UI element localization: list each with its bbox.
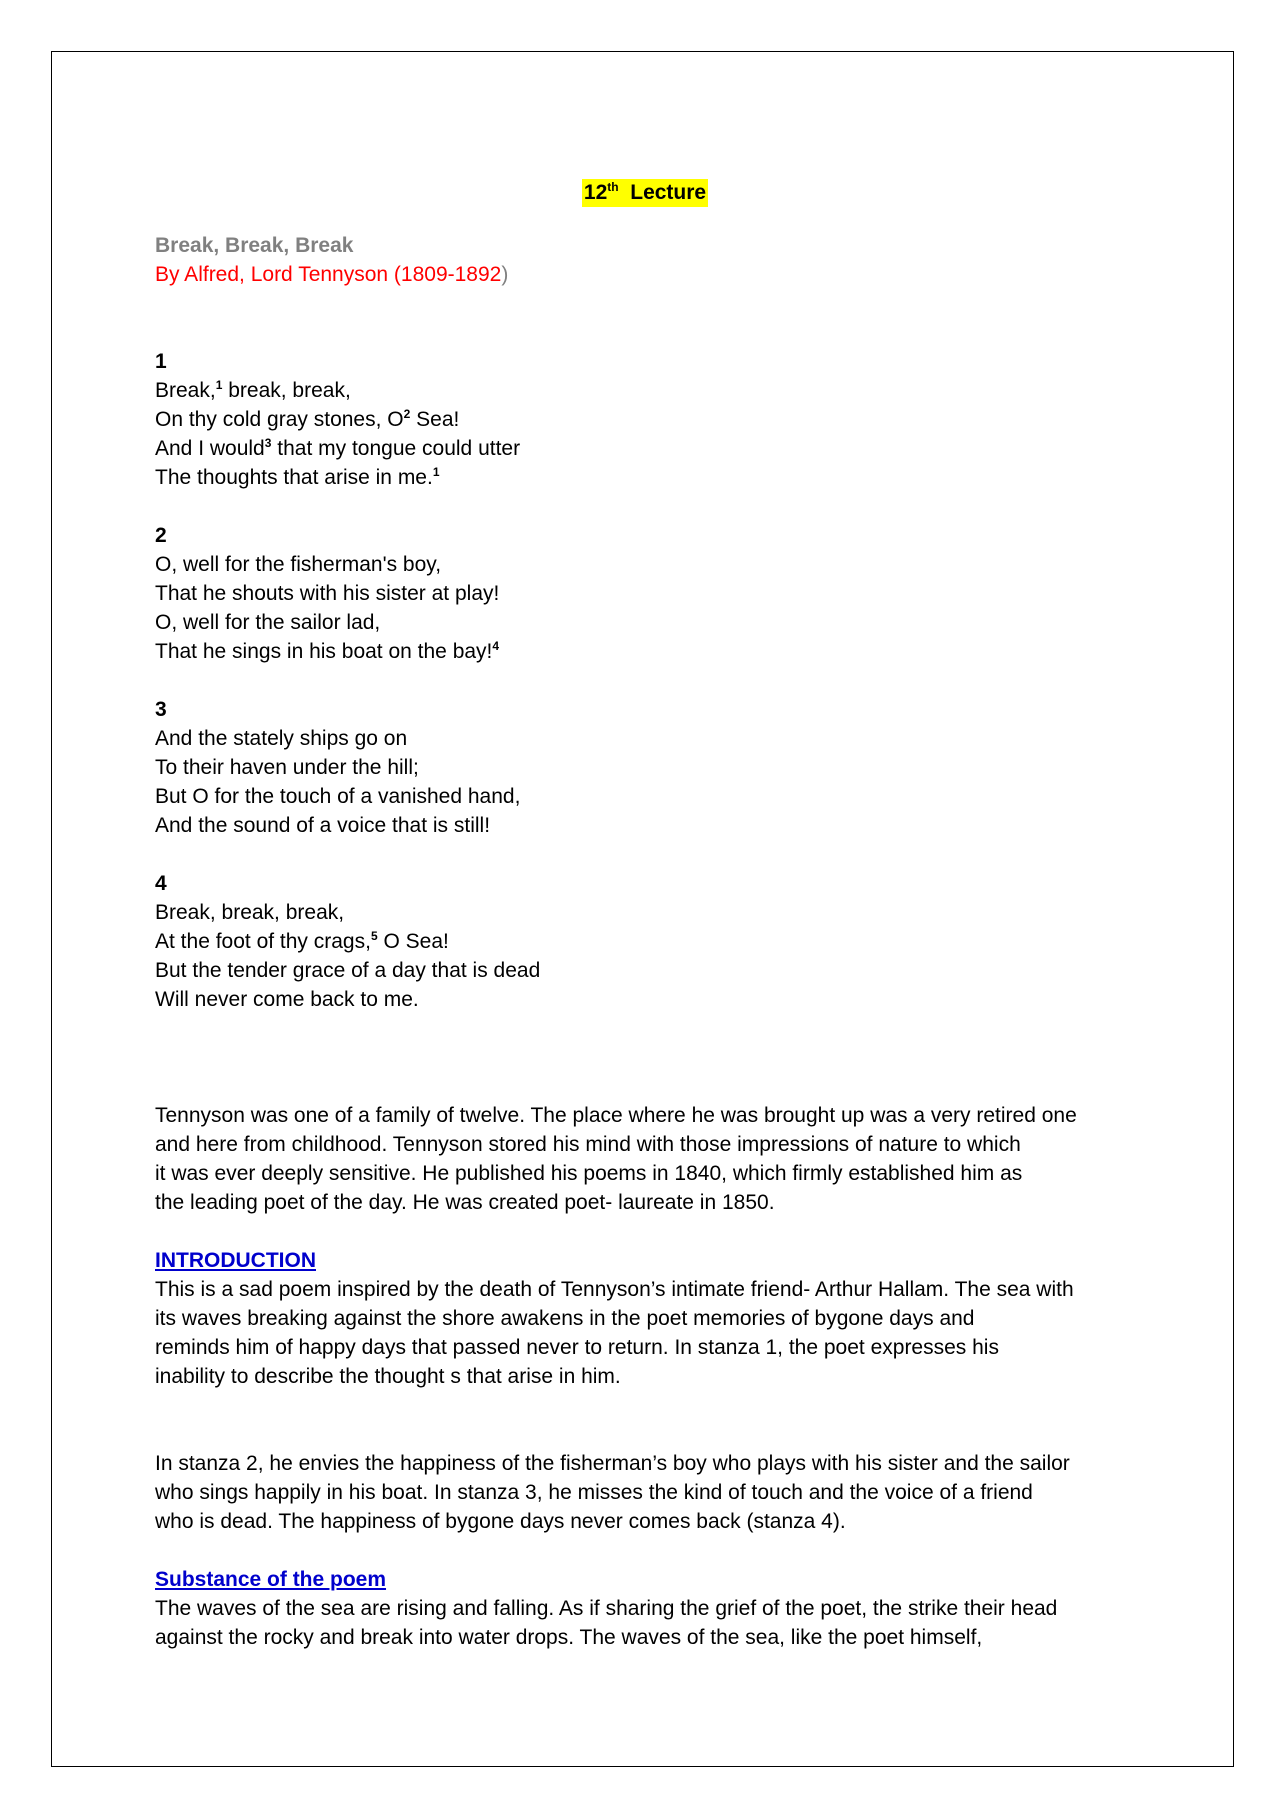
lecture-suffix: th (607, 180, 619, 194)
bio-paragraph (155, 1101, 1135, 1217)
lecture-title (155, 178, 1135, 207)
poem-stanzas (155, 347, 1135, 1014)
text-line: its waves breaking against the shore awakens in the poet memories of bygone days and (155, 1307, 975, 1330)
text-line: and here from childhood. Tennyson stored his mind with those impressions of nature to which (155, 1133, 1021, 1156)
footnote-marker: 3 (264, 436, 272, 450)
poem-line-text: Will never come back to me. (155, 988, 419, 1011)
poem-line (155, 753, 1135, 782)
lecture-highlight (582, 179, 708, 207)
poem-line (155, 637, 1135, 666)
lecture-number: 12 (583, 181, 608, 204)
stanza (155, 695, 1135, 840)
text-line: who sings happily in his boat. In stanza 3, he misses the kind of touch and the voice of a friend (155, 1481, 1033, 1504)
poem-line (155, 898, 1135, 927)
footnote-marker: 2 (403, 407, 411, 421)
lecture-label: Lecture (630, 181, 707, 204)
poem-line-rest: Sea! (410, 408, 460, 431)
poem-line (155, 579, 1135, 608)
byline-text: By Alfred, Lord Tennyson (1809-1892 (155, 263, 502, 286)
poem-line-text: The thoughts that arise in me. (155, 466, 433, 489)
text-line: Tennyson was one of a family of twelve. The place where he was brought up was a very retired one (155, 1104, 1077, 1127)
poem-line-text: And the stately ships go on (155, 727, 408, 750)
poem-line (155, 376, 1135, 405)
poem-line (155, 724, 1135, 753)
text-line: In stanza 2, he envies the happiness of the fisherman’s boy who plays with his sister and the sailor (155, 1452, 1070, 1475)
introduction-paragraph-1 (155, 1275, 1135, 1391)
text-line: reminds him of happy days that passed never to return. In stanza 1, the poet expresses his (155, 1336, 999, 1359)
poem-line-text: At the foot of thy crags, (155, 930, 371, 953)
poem-line-text: Break, break, break, (155, 901, 345, 924)
poem-byline (155, 260, 1135, 289)
poem-line-rest: break, break, (222, 379, 351, 402)
poem-line-rest: that my tongue could utter (271, 437, 521, 460)
text-line: against the rocky and break into water drops. The waves of the sea, like the poet himself, (155, 1626, 983, 1649)
poem-line-rest: O Sea! (377, 930, 449, 953)
poem-line-text: But the tender grace of a day that is dead (155, 959, 541, 982)
poem-line-text: To their haven under the hill; (155, 756, 419, 779)
poem-line (155, 956, 1135, 985)
footnote-marker: 1 (432, 465, 440, 479)
footnote-marker: 4 (492, 639, 500, 653)
poem-line-text: O, well for the fisherman's boy, (155, 553, 442, 576)
text-line: the leading poet of the day. He was created poet- laureate in 1850. (155, 1191, 775, 1214)
introduction-heading: INTRODUCTION (155, 1249, 316, 1272)
poem-title: Break, Break, Break (155, 234, 354, 257)
text-line: inability to describe the thought s that arise in him. (155, 1365, 621, 1388)
text-line: it was ever deeply sensitive. He published his poems in 1840, which firmly established him as (155, 1162, 1023, 1185)
stanza-number: 2 (155, 524, 167, 547)
poem-line (155, 985, 1135, 1014)
stanza-number: 1 (155, 350, 167, 373)
substance-paragraph (155, 1594, 1135, 1652)
footnote-marker: 5 (370, 929, 378, 943)
introduction-paragraph-2 (155, 1449, 1135, 1536)
substance-heading: Substance of the poem (155, 1568, 387, 1591)
poem-line-text: And the sound of a voice that is still! (155, 814, 491, 837)
stanza (155, 521, 1135, 666)
poem-line-text: That he sings in his boat on the bay! (155, 640, 493, 663)
poem-line-text: O, well for the sailor lad, (155, 611, 381, 634)
poem-line-text: On thy cold gray stones, O (155, 408, 404, 431)
byline-close: ) (501, 263, 509, 286)
poem-line (155, 608, 1135, 637)
poem-line (155, 434, 1135, 463)
stanza-number: 4 (155, 872, 167, 895)
stanza-number: 3 (155, 698, 167, 721)
text-line: This is a sad poem inspired by the death of Tennyson’s intimate friend- Arthur Hallam. The sea with (155, 1278, 1074, 1301)
poem-line-text: And I would (155, 437, 265, 460)
poem-line-text: Break, (155, 379, 216, 402)
stanza (155, 869, 1135, 1014)
poem-line-text: That he shouts with his sister at play! (155, 582, 500, 605)
text-line: who is dead. The happiness of bygone days never comes back (stanza 4). (155, 1510, 846, 1533)
poem-line (155, 811, 1135, 840)
poem-line (155, 550, 1135, 579)
poem-line (155, 405, 1135, 434)
document-body (155, 178, 1135, 1652)
poem-line (155, 927, 1135, 956)
poem-line (155, 782, 1135, 811)
poem-line-text: But O for the touch of a vanished hand, (155, 785, 521, 808)
text-line: The waves of the sea are rising and falling. As if sharing the grief of the poet, the strike their head (155, 1597, 1058, 1620)
stanza (155, 347, 1135, 492)
footnote-marker: 1 (215, 378, 223, 392)
poem-line (155, 463, 1135, 492)
